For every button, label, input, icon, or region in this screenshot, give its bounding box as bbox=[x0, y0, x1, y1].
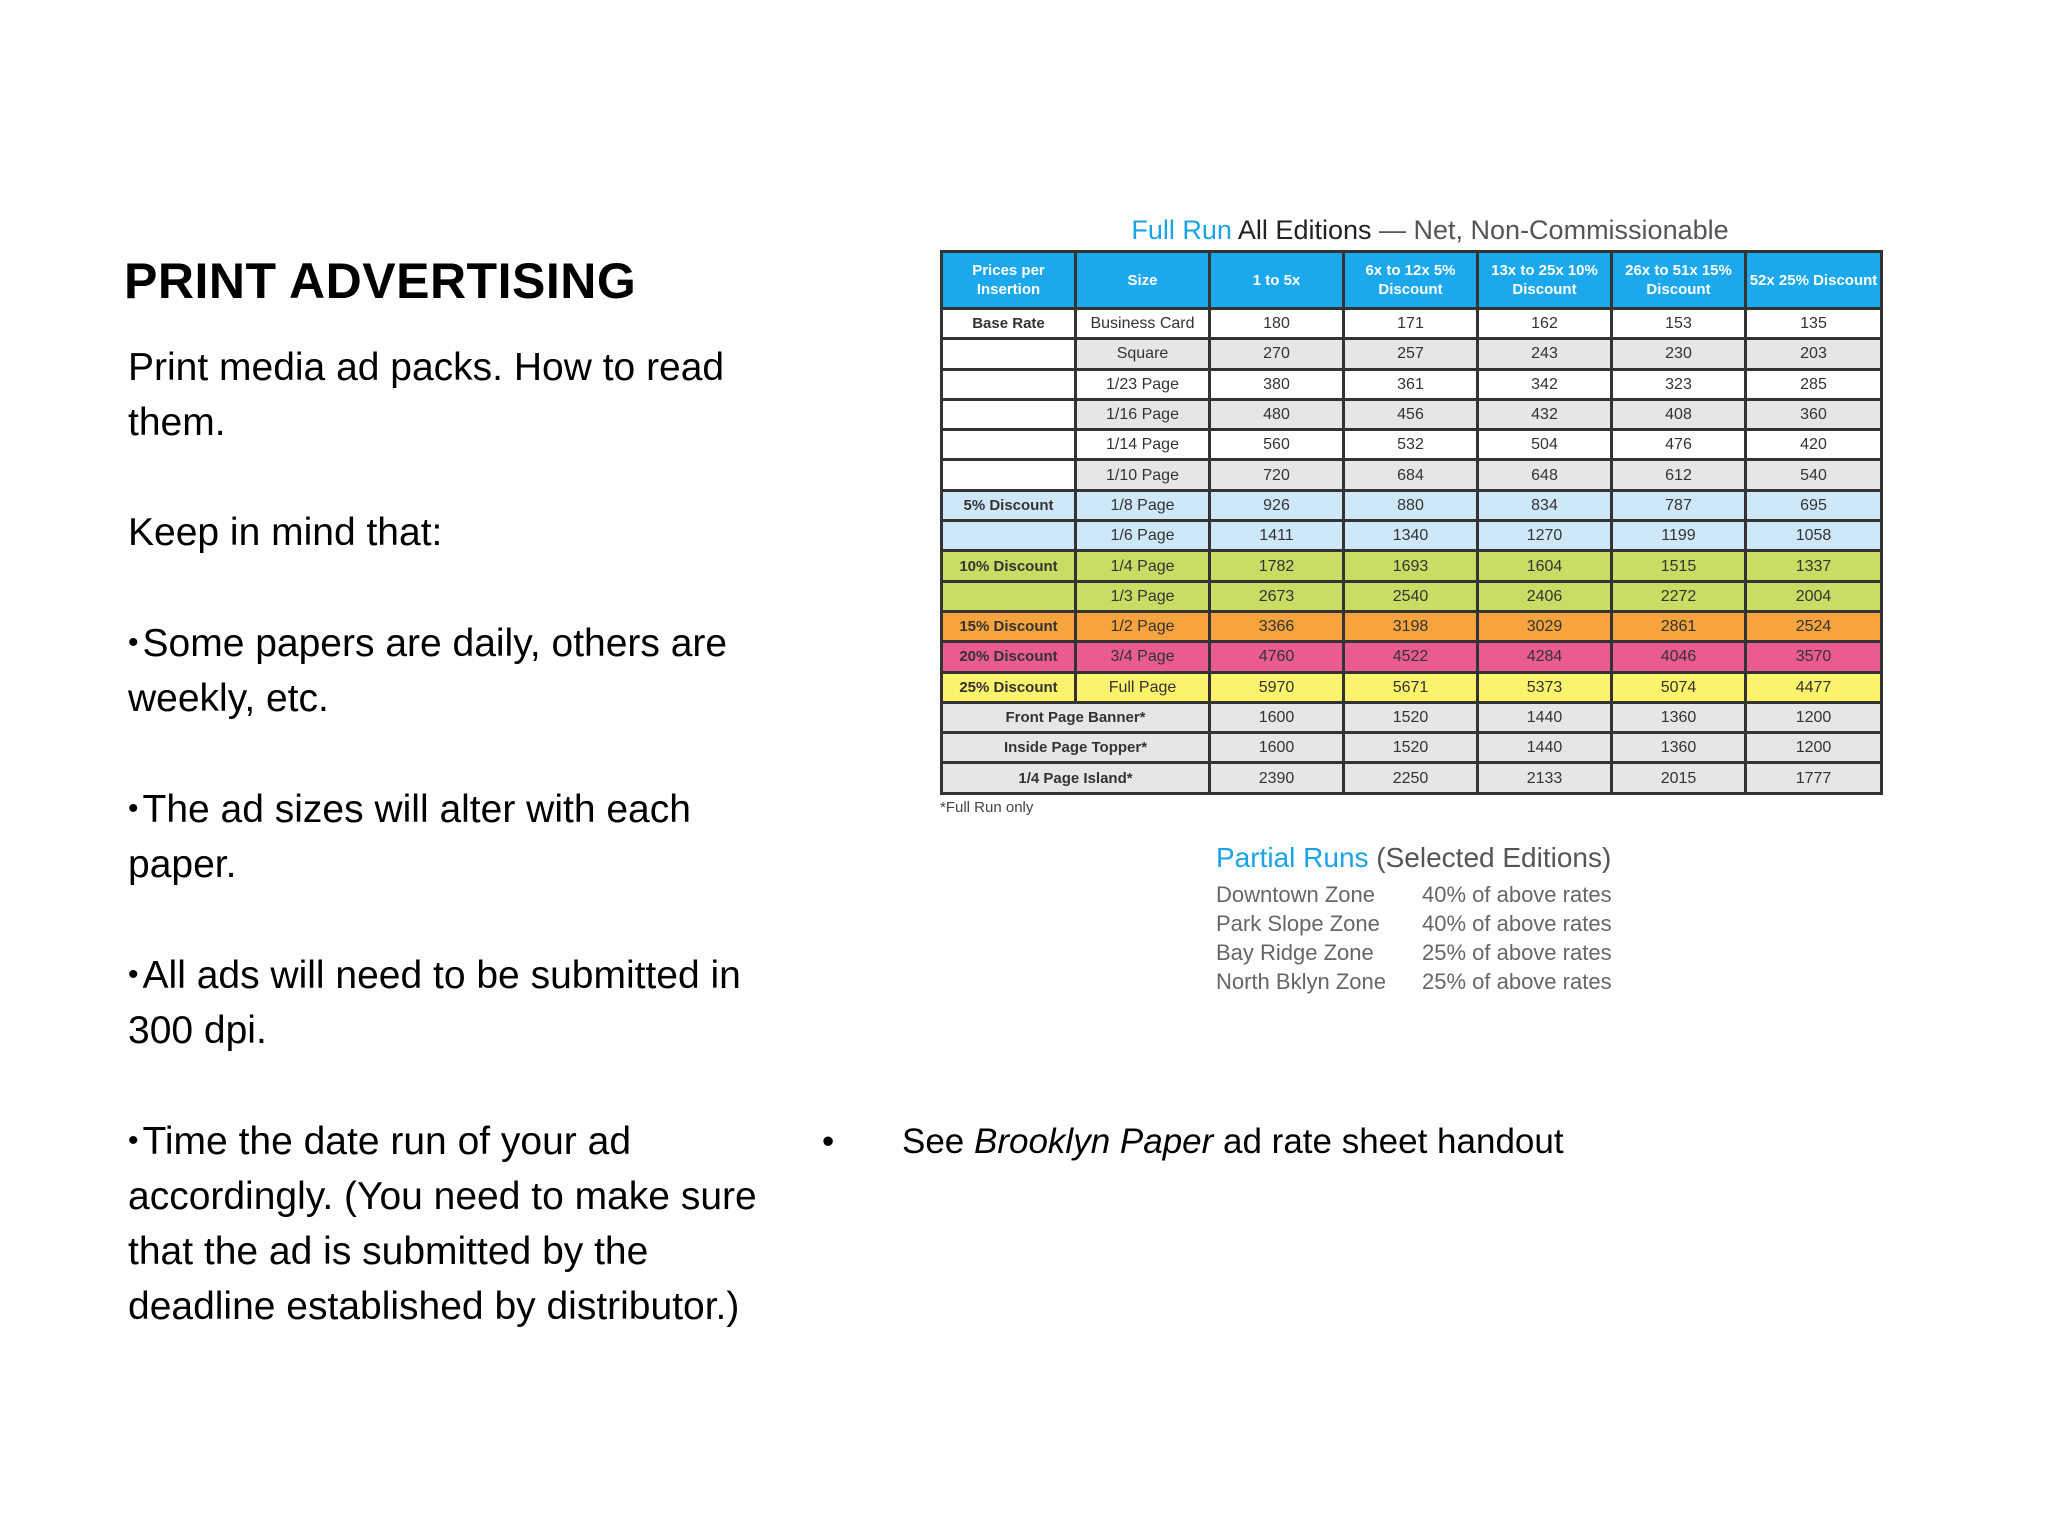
table-row bbox=[942, 369, 1882, 399]
price-cell: 1693 bbox=[1344, 551, 1478, 581]
price-cell: 3029 bbox=[1478, 611, 1612, 641]
price-cell: 342 bbox=[1478, 369, 1612, 399]
price-cell: 648 bbox=[1478, 460, 1612, 490]
price-cell: 323 bbox=[1612, 369, 1746, 399]
column-header: 13x to 25x 10% Discount bbox=[1478, 252, 1612, 309]
body-text bbox=[128, 340, 768, 1389]
bullet-item: • Time the date run of your ad accordingly. (You need to make sure that the ad is submitted by the deadline established by distributor.) bbox=[128, 1120, 757, 1328]
size-cell: 1/3 Page bbox=[1076, 581, 1210, 611]
price-cell: 2390 bbox=[1210, 763, 1344, 793]
price-cell: 1604 bbox=[1478, 551, 1612, 581]
row-label: Inside Page Topper* bbox=[942, 733, 1210, 763]
partial-runs bbox=[1216, 842, 1612, 996]
zone-row bbox=[1216, 909, 1612, 938]
price-cell: 2133 bbox=[1478, 763, 1612, 793]
zone-row bbox=[1216, 938, 1612, 967]
row-label bbox=[942, 521, 1076, 551]
zone-name: North Bklyn Zone bbox=[1216, 969, 1386, 994]
price-cell: 532 bbox=[1344, 430, 1478, 460]
row-label: 1/4 Page Island* bbox=[942, 763, 1210, 793]
row-label bbox=[942, 581, 1076, 611]
price-cell: 456 bbox=[1344, 399, 1478, 429]
price-cell: 243 bbox=[1478, 339, 1612, 369]
price-cell: 135 bbox=[1746, 309, 1882, 339]
row-label: 5% Discount bbox=[942, 490, 1076, 520]
price-cell: 2004 bbox=[1746, 581, 1882, 611]
price-cell: 420 bbox=[1746, 430, 1882, 460]
size-cell: 1/4 Page bbox=[1076, 551, 1210, 581]
size-cell: Business Card bbox=[1076, 309, 1210, 339]
price-cell: 1199 bbox=[1612, 521, 1746, 551]
price-cell: 684 bbox=[1344, 460, 1478, 490]
price-cell: 180 bbox=[1210, 309, 1344, 339]
price-cell: 2540 bbox=[1344, 581, 1478, 611]
price-cell: 1058 bbox=[1746, 521, 1882, 551]
zone-row bbox=[1216, 967, 1612, 996]
table-row bbox=[942, 460, 1882, 490]
zone-rate: 40% of above rates bbox=[1422, 911, 1612, 936]
column-header: 26x to 51x 15% Discount bbox=[1612, 252, 1746, 309]
price-cell: 2272 bbox=[1612, 581, 1746, 611]
zone-name: Park Slope Zone bbox=[1216, 911, 1380, 936]
zone-rate: 25% of above rates bbox=[1422, 969, 1612, 994]
price-cell: 1440 bbox=[1478, 702, 1612, 732]
price-cell: 5074 bbox=[1612, 672, 1746, 702]
table-row bbox=[942, 642, 1882, 672]
table-row bbox=[942, 733, 1882, 763]
price-cell: 540 bbox=[1746, 460, 1882, 490]
row-label bbox=[942, 339, 1076, 369]
price-cell: 4760 bbox=[1210, 642, 1344, 672]
price-cell: 504 bbox=[1478, 430, 1612, 460]
price-cell: 203 bbox=[1746, 339, 1882, 369]
row-label: Base Rate bbox=[942, 309, 1076, 339]
zone-name: Bay Ridge Zone bbox=[1216, 940, 1374, 965]
price-cell: 153 bbox=[1612, 309, 1746, 339]
price-cell: 1360 bbox=[1612, 733, 1746, 763]
bullet-item: • All ads will need to be submitted in 300 dpi. bbox=[128, 954, 741, 1052]
size-cell: Square bbox=[1076, 339, 1210, 369]
price-cell: 476 bbox=[1612, 430, 1746, 460]
price-cell: 360 bbox=[1746, 399, 1882, 429]
handout-note bbox=[822, 1122, 1564, 1162]
price-cell: 2524 bbox=[1746, 611, 1882, 641]
table-row bbox=[942, 611, 1882, 641]
size-cell: Full Page bbox=[1076, 672, 1210, 702]
table-row bbox=[942, 702, 1882, 732]
price-cell: 1515 bbox=[1612, 551, 1746, 581]
column-header: Size bbox=[1076, 252, 1210, 309]
table-row bbox=[942, 763, 1882, 793]
price-cell: 787 bbox=[1612, 490, 1746, 520]
price-cell: 2673 bbox=[1210, 581, 1344, 611]
table-footnote: *Full Run only bbox=[940, 798, 1034, 816]
price-cell: 1340 bbox=[1344, 521, 1478, 551]
price-cell: 834 bbox=[1478, 490, 1612, 520]
row-label: 25% Discount bbox=[942, 672, 1076, 702]
zone-rate: 40% of above rates bbox=[1422, 882, 1612, 907]
table-row bbox=[942, 521, 1882, 551]
bullet-icon: • bbox=[128, 792, 139, 825]
bullet-icon: • bbox=[128, 958, 139, 991]
row-label: 15% Discount bbox=[942, 611, 1076, 641]
price-cell: 3198 bbox=[1344, 611, 1478, 641]
table-row bbox=[942, 672, 1882, 702]
column-header: 1 to 5x bbox=[1210, 252, 1344, 309]
price-cell: 408 bbox=[1612, 399, 1746, 429]
bullet-item: • Some papers are daily, others are weekly, etc. bbox=[128, 622, 728, 720]
price-cell: 1782 bbox=[1210, 551, 1344, 581]
size-cell: 1/10 Page bbox=[1076, 460, 1210, 490]
size-cell: 1/6 Page bbox=[1076, 521, 1210, 551]
price-cell: 2406 bbox=[1478, 581, 1612, 611]
price-cell: 1440 bbox=[1478, 733, 1612, 763]
price-cell: 880 bbox=[1344, 490, 1478, 520]
keep-in-mind-text: Keep in mind that: bbox=[128, 511, 443, 554]
row-label: 20% Discount bbox=[942, 642, 1076, 672]
table-row bbox=[942, 309, 1882, 339]
price-cell: 3366 bbox=[1210, 611, 1344, 641]
price-cell: 695 bbox=[1746, 490, 1882, 520]
price-cell: 4522 bbox=[1344, 642, 1478, 672]
zone-row bbox=[1216, 880, 1612, 909]
price-cell: 230 bbox=[1612, 339, 1746, 369]
price-cell: 1411 bbox=[1210, 521, 1344, 551]
rate-table bbox=[940, 250, 1883, 795]
size-cell: 1/16 Page bbox=[1076, 399, 1210, 429]
price-cell: 4284 bbox=[1478, 642, 1612, 672]
price-cell: 1777 bbox=[1746, 763, 1882, 793]
table-row bbox=[942, 581, 1882, 611]
table-row bbox=[942, 551, 1882, 581]
row-label: 10% Discount bbox=[942, 551, 1076, 581]
row-label bbox=[942, 399, 1076, 429]
price-cell: 1200 bbox=[1746, 702, 1882, 732]
page-title: PRINT ADVERTISING bbox=[124, 253, 637, 309]
handout-note-text: See Brooklyn Paper ad rate sheet handout bbox=[902, 1122, 1564, 1161]
zone-name: Downtown Zone bbox=[1216, 882, 1375, 907]
price-cell: 1520 bbox=[1344, 733, 1478, 763]
price-cell: 285 bbox=[1746, 369, 1882, 399]
price-cell: 380 bbox=[1210, 369, 1344, 399]
price-cell: 1337 bbox=[1746, 551, 1882, 581]
price-cell: 480 bbox=[1210, 399, 1344, 429]
price-cell: 3570 bbox=[1746, 642, 1882, 672]
row-label: Front Page Banner* bbox=[942, 702, 1210, 732]
row-label bbox=[942, 369, 1076, 399]
bullet-icon: • bbox=[128, 1124, 139, 1157]
price-cell: 2250 bbox=[1344, 763, 1478, 793]
table-row bbox=[942, 490, 1882, 520]
bullet-icon: • bbox=[128, 626, 139, 659]
intro-text: Print media ad packs. How to read them. bbox=[128, 346, 725, 444]
partial-runs-title: Partial Runs (Selected Editions) bbox=[1216, 842, 1612, 873]
zone-rate: 25% of above rates bbox=[1422, 940, 1612, 965]
price-cell: 720 bbox=[1210, 460, 1344, 490]
price-cell: 432 bbox=[1478, 399, 1612, 429]
rate-sheet-image bbox=[940, 210, 1880, 816]
bullet-icon: • bbox=[822, 1122, 835, 1161]
price-cell: 1200 bbox=[1746, 733, 1882, 763]
price-cell: 5373 bbox=[1478, 672, 1612, 702]
price-cell: 612 bbox=[1612, 460, 1746, 490]
size-cell: 1/14 Page bbox=[1076, 430, 1210, 460]
price-cell: 171 bbox=[1344, 309, 1478, 339]
size-cell: 1/2 Page bbox=[1076, 611, 1210, 641]
table-row bbox=[942, 430, 1882, 460]
column-header: 6x to 12x 5% Discount bbox=[1344, 252, 1478, 309]
price-cell: 257 bbox=[1344, 339, 1478, 369]
price-cell: 270 bbox=[1210, 339, 1344, 369]
price-cell: 1600 bbox=[1210, 702, 1344, 732]
row-label bbox=[942, 430, 1076, 460]
price-cell: 162 bbox=[1478, 309, 1612, 339]
price-cell: 2015 bbox=[1612, 763, 1746, 793]
price-cell: 1600 bbox=[1210, 733, 1344, 763]
rate-sheet-title: Full Run All Editions — Net, Non-Commissionable bbox=[1131, 215, 1729, 245]
table-header-row bbox=[942, 252, 1882, 309]
table-row bbox=[942, 399, 1882, 429]
column-header: Prices per Insertion bbox=[942, 252, 1076, 309]
size-cell: 1/8 Page bbox=[1076, 490, 1210, 520]
bullet-item: • The ad sizes will alter with each paper. bbox=[128, 788, 691, 886]
price-cell: 926 bbox=[1210, 490, 1344, 520]
price-cell: 4046 bbox=[1612, 642, 1746, 672]
price-cell: 5970 bbox=[1210, 672, 1344, 702]
price-cell: 5671 bbox=[1344, 672, 1478, 702]
price-cell: 2861 bbox=[1612, 611, 1746, 641]
price-cell: 1360 bbox=[1612, 702, 1746, 732]
price-cell: 560 bbox=[1210, 430, 1344, 460]
price-cell: 1270 bbox=[1478, 521, 1612, 551]
column-header: 52x 25% Discount bbox=[1746, 252, 1882, 309]
size-cell: 3/4 Page bbox=[1076, 642, 1210, 672]
row-label bbox=[942, 460, 1076, 490]
price-cell: 1520 bbox=[1344, 702, 1478, 732]
table-row bbox=[942, 339, 1882, 369]
size-cell: 1/23 Page bbox=[1076, 369, 1210, 399]
price-cell: 361 bbox=[1344, 369, 1478, 399]
price-cell: 4477 bbox=[1746, 672, 1882, 702]
